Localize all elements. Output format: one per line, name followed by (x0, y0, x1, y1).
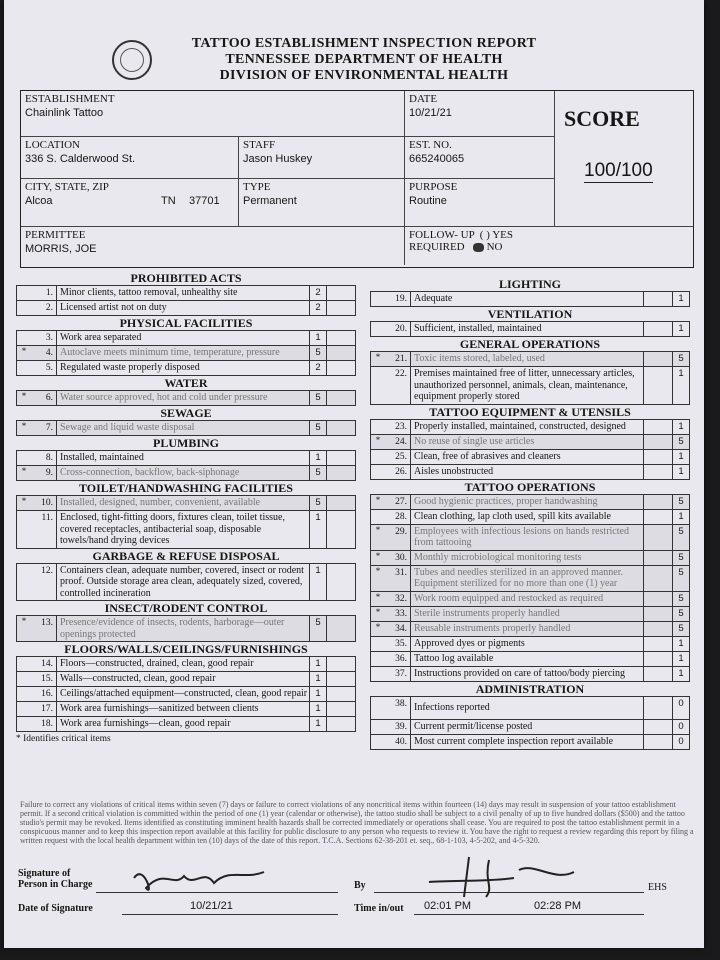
required-label: REQUIRED (409, 241, 465, 253)
section-prohibited-acts: PROHIBITED ACTS (130, 271, 242, 285)
division-title: DIVISION OF ENVIRONMENTAL HEALTH (219, 68, 509, 83)
followup-no-checked-icon (473, 243, 484, 252)
est-no-cell (405, 137, 555, 179)
report-title: TATTOO ESTABLISHMENT INSPECTION REPORT (191, 36, 537, 51)
time-line (414, 914, 644, 915)
item-row: * 4. Autoclave meets minimum time, temperature, pressure 5 (16, 345, 356, 361)
section-ventilation: VENTILATION (487, 307, 573, 321)
city-cell (21, 179, 239, 227)
item-row: 25. Clean, free of abrasives and cleaners 1 (370, 449, 690, 465)
item-row: 23. Properly installed, maintained, constructed, designed 1 (370, 419, 690, 435)
signature-label: Signature of Person in Charge (18, 868, 93, 890)
date-of-signature-value: 10/21/21 (190, 900, 233, 912)
purpose-cell (405, 179, 555, 227)
item-row: 22. Premises maintained free of litter, unnecessary articles, unauthorized personnel, animals, clean, maintenance, equipment properly stored 1 (370, 366, 690, 405)
followup-label: FOLLOW- UP (409, 229, 475, 241)
item-row: * 13. Presence/evidence of insects, rodents, harborage—outer openings protected 5 (16, 615, 356, 642)
permittee-value: MORRIS, JOE (25, 243, 97, 255)
item-row: 28. Clean clothing, lap cloth used, spill kits available 1 (370, 509, 690, 525)
location-label: LOCATION (25, 139, 80, 151)
inspector-signature (424, 852, 584, 902)
item-row: 39. Current permit/license posted 0 (370, 719, 690, 735)
item-row: * 30. Monthly microbiological monitoring tests 5 (370, 550, 690, 566)
item-row: 11. Enclosed, tight-fitting doors, fixtures clean, toilet tissue, covered receptacles, antibacterial soap, disposable towels/hand drying devices 1 (16, 510, 356, 549)
item-row: 37. Instructions provided on care of tattoo/body piercing 1 (370, 666, 690, 682)
section-floors-walls: FLOORS/WALLS/CEILINGS/FURNISHINGS (64, 642, 308, 656)
city-value: Alcoa (25, 195, 53, 207)
time-out-value: 02:28 PM (534, 900, 582, 912)
location-cell (21, 137, 239, 179)
establishment-value: Chainlink Tattoo (25, 107, 104, 119)
item-row: * 32. Work room equipped and restocked as required 5 (370, 591, 690, 607)
staff-value: Jason Huskey (243, 153, 313, 165)
time-in-value: 02:01 PM (424, 900, 472, 912)
item-row: * 10. Installed, designed, number, convenient, available 5 (16, 495, 356, 511)
city-state-zip (25, 195, 234, 207)
item-row: 20. Sufficient, installed, maintained 1 (370, 321, 690, 337)
section-plumbing: PLUMBING (153, 436, 219, 450)
ehs-label: EHS (648, 882, 667, 893)
section-sewage: SEWAGE (160, 406, 212, 420)
department-title: TENNESSEE DEPARTMENT OF HEALTH (225, 52, 503, 67)
item-row: 12. Containers clean, adequate number, covered, insect or rodent proof. Outside storage area clean, adequately sized, covered, controlled incineration 1 (16, 563, 356, 602)
establishment-cell (21, 91, 405, 137)
item-row: 17. Work area furnishings—sanitized between clients 1 (16, 701, 356, 717)
permittee-cell (21, 227, 405, 265)
date-value: 10/21/21 (409, 107, 452, 119)
est-no-value: 665240065 (409, 153, 465, 165)
critical-items-note: * Identifies critical items (16, 734, 111, 744)
date-label: DATE (409, 93, 438, 105)
section-physical-facilities: PHYSICAL FACILITIES (119, 316, 253, 330)
followup-no-option: NO (486, 241, 503, 253)
person-in-charge-signature (124, 858, 274, 904)
section-garbage: GARBAGE & REFUSE DISPOSAL (92, 548, 280, 563)
item-row: 5. Regulated waste properly disposed 2 (16, 360, 356, 376)
item-row: 14. Floors—constructed, drained, clean, good repair 1 (16, 656, 356, 672)
item-row: * 9. Cross-connection, backflow, back-siphonage 5 (16, 465, 356, 481)
by-label: By (354, 880, 366, 891)
inspection-report-page (4, 0, 704, 948)
section-toilet-handwashing: TOILET/HANDWASHING FACILITIES (79, 481, 293, 495)
purpose-label: PURPOSE (409, 181, 458, 193)
establishment-label: ESTABLISHMENT (25, 93, 115, 105)
item-row: 38. Infections reported 0 (370, 696, 690, 720)
state-value: TN (161, 195, 176, 207)
section-insect-rodent: INSECT/RODENT CONTROL (104, 601, 268, 615)
section-water: WATER (164, 376, 208, 390)
permittee-label: PERMITTEE (25, 229, 86, 241)
score-value: 100/100 (584, 160, 653, 181)
item-row: 36. Tattoo log available 1 (370, 651, 690, 667)
type-value: Permanent (243, 195, 297, 207)
date-cell (405, 91, 555, 137)
time-in-out-label: Time in/out (354, 903, 404, 914)
item-row: 2. Licensed artist not on duty 2 (16, 300, 356, 316)
location-value: 336 S. Calderwood St. (25, 153, 136, 165)
item-row: * 27. Good hygienic practices, proper handwashing 5 (370, 494, 690, 510)
item-row: * 6. Water source approved, hot and cold under pressure 5 (16, 390, 356, 406)
followup-yes-option: ( ) YES (479, 229, 513, 241)
score-label: SCORE (564, 106, 640, 131)
est-no-label: EST. NO. (409, 139, 452, 151)
item-row: * 31. Tubes and needles sterilized in an approved manner. Equipment sterilized for no more than one (1) year 5 (370, 565, 690, 592)
item-row: 35. Approved dyes or pigments 1 (370, 636, 690, 652)
section-administration: ADMINISTRATION (475, 681, 585, 696)
item-row: 26. Aisles unobstructed 1 (370, 464, 690, 480)
item-row: 40. Most current complete inspection report available 0 (370, 734, 690, 750)
item-row: 1. Minor clients, tattoo removal, unhealthy site 2 (16, 285, 356, 301)
item-row: * 21. Toxic items stored, labeled, used 5 (370, 351, 690, 367)
item-row: * 7. Sewage and liquid waste disposal 5 (16, 420, 356, 436)
item-row: * 24. No reuse of single use articles 5 (370, 434, 690, 450)
item-row: 8. Installed, maintained 1 (16, 450, 356, 466)
section-general-operations: GENERAL OPERATIONS (459, 337, 601, 351)
item-row: 18. Work area furnishings—clean, good repair 1 (16, 716, 356, 732)
state-seal-icon (112, 40, 152, 80)
type-label: TYPE (243, 181, 271, 193)
item-row: * 34. Reusable instruments properly handled 5 (370, 621, 690, 637)
item-row: 3. Work area separated 1 (16, 330, 356, 346)
legal-notice: Failure to correct any violations of critical items within seven (7) days or failure to correct violations of any noncritical items within fourteen (14) days may result in suspension of your tattoo establishment permit. If a second critical violation is committed within the period of one (1) year (calendar or otherwise), the tattoo studio shall be subject to a civil penalty of up to five hundred dollars ($500) and the tattoo studio's permit may be revoked. Items identified as constituting imminent health hazards shall be corrected immediately or operations shall cease. You are required to post the tattoo establishment permit in a conspicuous manner and to keep this inspection report available at this facility for public disclosure to any person who requests to review it. You have the right to request a review regarding this report by filing a written request with the local health department within ten (10) days of the date of this report. T.C.A. Sections 62-38-201 et. seq., 68-1-103, 4-5-202, and 4-5-320. (20, 800, 694, 845)
city-label: CITY, STATE, ZIP (25, 181, 109, 193)
item-row: 19. Adequate 1 (370, 291, 690, 307)
followup-cell (405, 227, 693, 265)
item-row: 16. Ceilings/attached equipment—constructed, clean, good repair 1 (16, 686, 356, 702)
section-lighting: LIGHTING (498, 277, 561, 291)
purpose-value: Routine (409, 195, 447, 207)
type-cell (239, 179, 405, 227)
staff-label: STAFF (243, 139, 276, 151)
date-of-signature-label: Date of Signature (18, 903, 93, 914)
item-row: * 29. Employees with infectious lesions on hands restricted from tattooing 5 (370, 524, 690, 551)
section-tattoo-equipment: TATTOO EQUIPMENT & UTENSILS (429, 404, 631, 419)
item-row: * 33. Sterile instruments properly handled 5 (370, 606, 690, 622)
right-items-column (370, 277, 690, 750)
staff-cell (239, 137, 405, 179)
section-tattoo-operations: TATTOO OPERATIONS (464, 479, 596, 494)
date-line (122, 914, 338, 915)
left-items-column (16, 271, 356, 744)
item-row: 15. Walls—constructed, clean, good repair 1 (16, 671, 356, 687)
zip-value: 37701 (189, 195, 220, 207)
